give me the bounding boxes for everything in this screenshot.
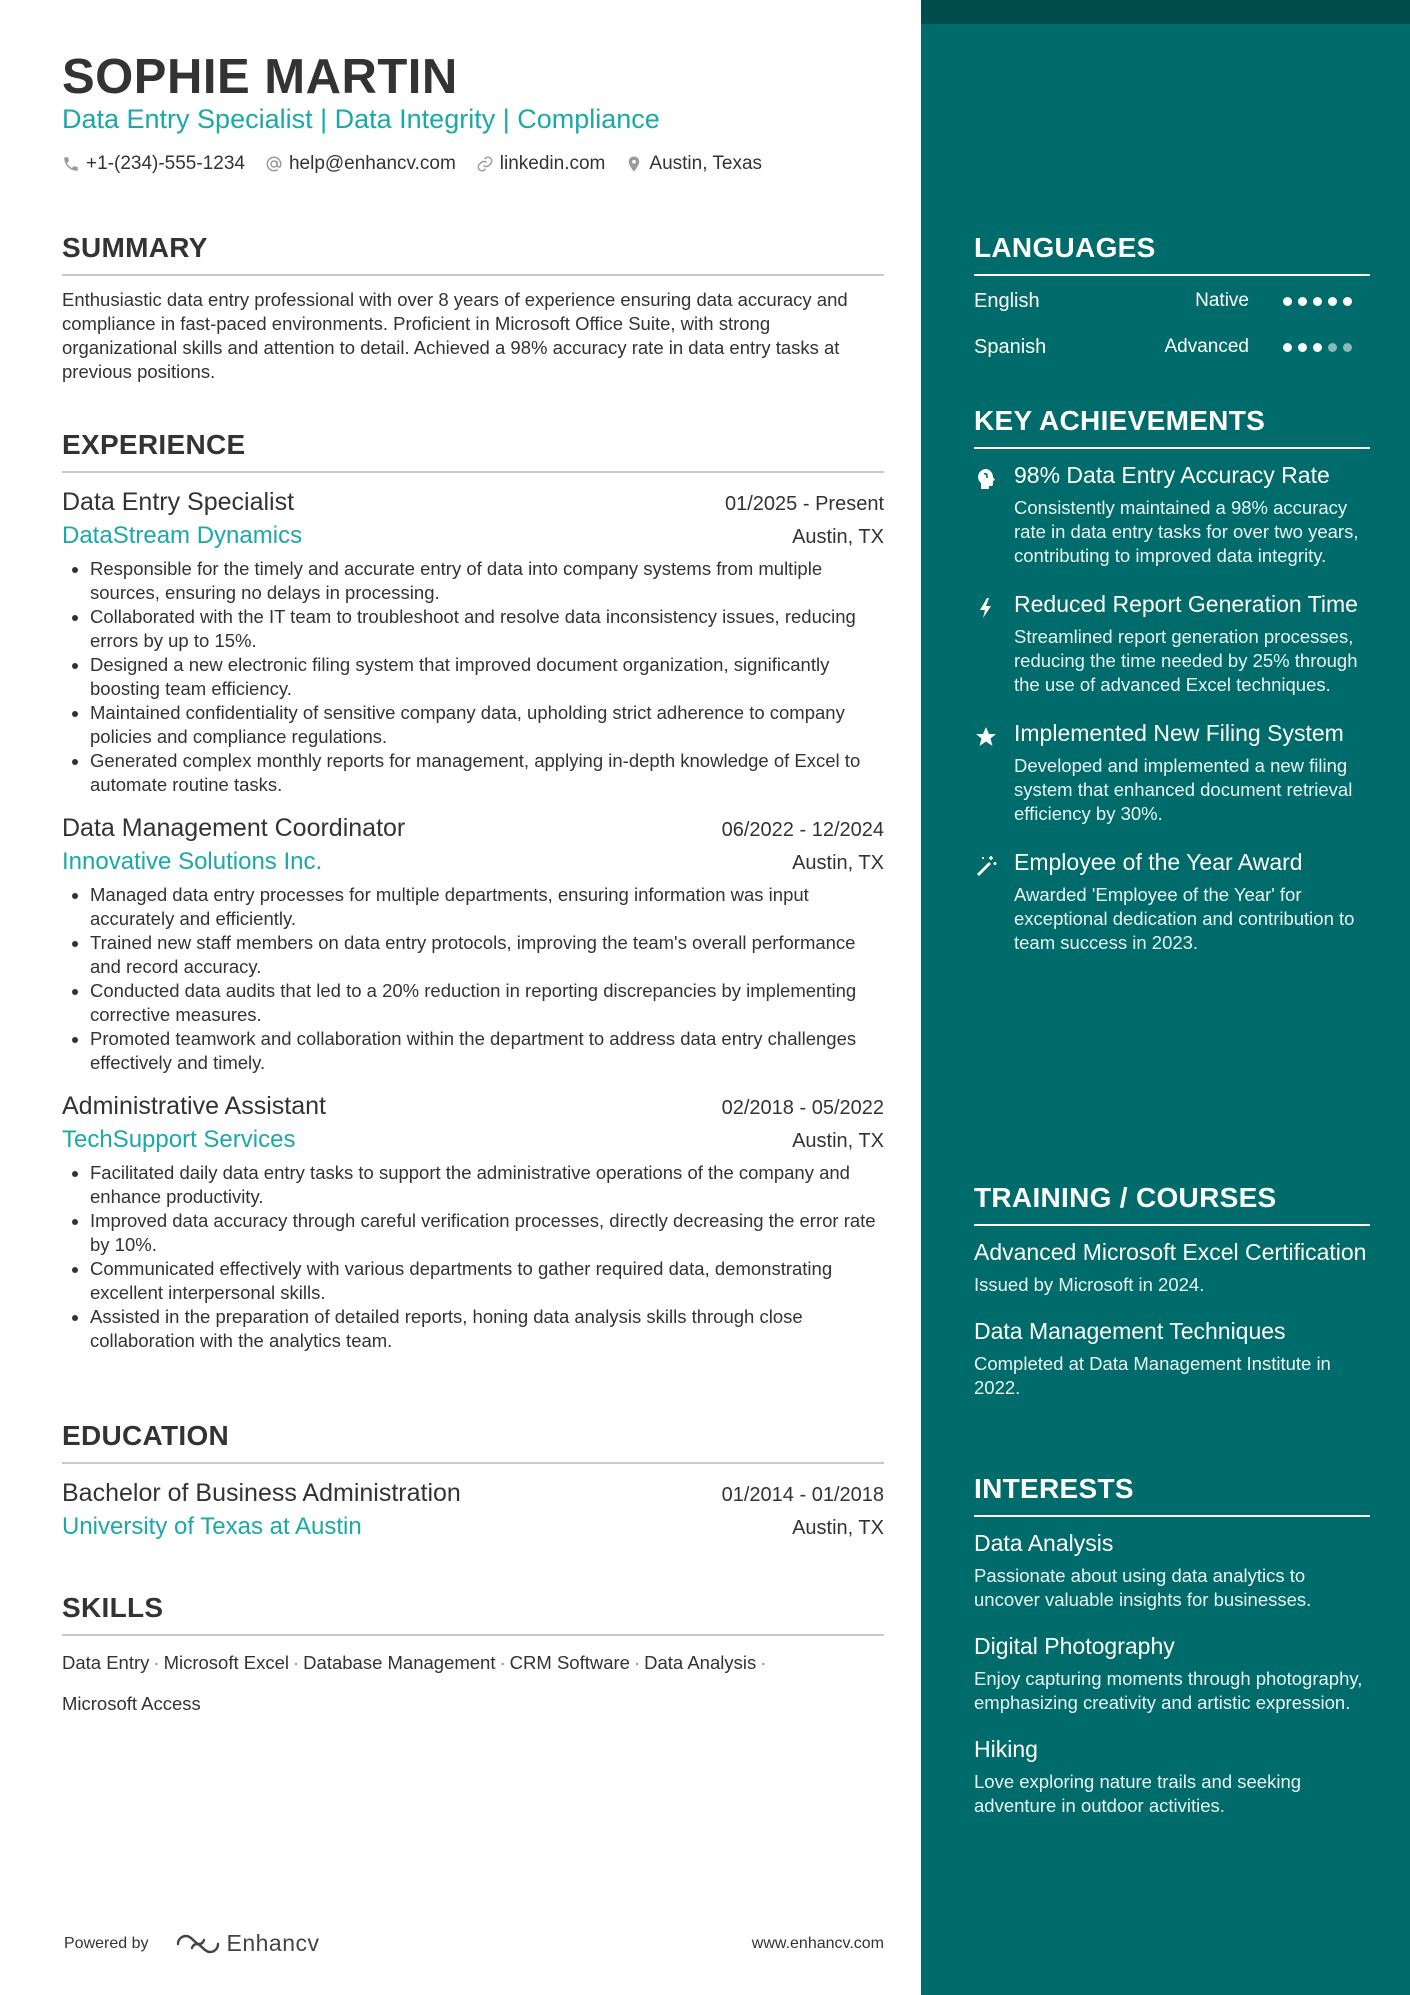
rating-dot-filled bbox=[1343, 297, 1352, 306]
job-company: TechSupport Services bbox=[62, 1126, 296, 1153]
course-description: Issued by Microsoft in 2024. bbox=[974, 1274, 1205, 1295]
course-item bbox=[974, 1238, 1370, 1297]
language-item bbox=[974, 278, 1370, 324]
skill-separator: · bbox=[293, 1652, 300, 1673]
job-role: Data Management Coordinator bbox=[62, 814, 406, 842]
job-role: Data Entry Specialist bbox=[62, 488, 295, 516]
course-title: Data Management Techniques bbox=[974, 1318, 1286, 1344]
rating-dot-filled bbox=[1313, 343, 1322, 352]
candidate-title: Data Entry Specialist | Data Integrity | Compliance bbox=[62, 104, 660, 134]
achievement-item bbox=[974, 590, 1370, 697]
language-rating bbox=[1283, 343, 1358, 352]
magic-wand-icon bbox=[974, 854, 998, 878]
website-link[interactable]: www.enhancv.com bbox=[751, 1934, 884, 1952]
contact-linkedin[interactable] bbox=[476, 152, 606, 176]
skill-item: CRM Software bbox=[509, 1652, 630, 1673]
rating-dot-empty bbox=[1328, 343, 1337, 352]
job-bullets bbox=[62, 1161, 884, 1353]
languages-heading: LANGUAGES bbox=[974, 230, 1370, 276]
languages-section bbox=[974, 230, 1370, 370]
rating-dot-filled bbox=[1328, 297, 1337, 306]
summary-heading: SUMMARY bbox=[62, 230, 884, 276]
rating-dot-filled bbox=[1283, 343, 1292, 352]
bullet-item: • Designed a new electronic filing system that improved document organization, significantly boosting team efficiency. bbox=[90, 653, 884, 701]
skill-item: Microsoft Access bbox=[62, 1693, 201, 1714]
education-dates: 01/2014 - 01/2018 bbox=[721, 1484, 884, 1506]
rating-dot-filled bbox=[1313, 297, 1322, 306]
training-section bbox=[974, 1180, 1370, 1420]
bullet-item: • Communicated effectively with various departments to gather required data, demonstrating excellent interpersonal skills. bbox=[90, 1257, 884, 1305]
job-location: Austin, TX bbox=[792, 526, 884, 548]
bullet-item: • Assisted in the preparation of detailed reports, honing data analysis skills through close collaboration with the analytics team. bbox=[90, 1305, 884, 1353]
achievement-item bbox=[974, 848, 1370, 955]
brand-name: Enhancv bbox=[226, 1930, 320, 1956]
interest-item bbox=[974, 1632, 1370, 1715]
rating-dot-filled bbox=[1298, 343, 1307, 352]
skill-item: Data Entry bbox=[62, 1652, 150, 1673]
language-item bbox=[974, 324, 1370, 370]
job-dates: 01/2025 - Present bbox=[725, 493, 884, 515]
experience-section bbox=[62, 427, 884, 1367]
education-school: University of Texas at Austin bbox=[62, 1513, 362, 1540]
job-dates: 02/2018 - 05/2022 bbox=[721, 1097, 884, 1119]
education-heading: EDUCATION bbox=[62, 1418, 884, 1464]
phone-icon bbox=[62, 155, 80, 173]
location-pin-icon bbox=[625, 155, 643, 173]
bullet-item: • Responsible for the timely and accurate entry of data into company systems from multiple sources, ensuring no delays in processing. bbox=[90, 557, 884, 605]
job-dates: 06/2022 - 12/2024 bbox=[721, 819, 884, 841]
job-company: DataStream Dynamics bbox=[62, 522, 303, 549]
skill-separator: · bbox=[633, 1652, 641, 1673]
email-text: help@enhancv.com bbox=[288, 153, 456, 174]
skills-section bbox=[62, 1590, 884, 1724]
skill-separator: · bbox=[153, 1652, 160, 1673]
summary-section bbox=[62, 230, 884, 384]
language-level: Advanced bbox=[1164, 336, 1249, 357]
bullet-item: • Promoted teamwork and collaboration within the department to address data entry challenges effectively and timely. bbox=[90, 1027, 884, 1075]
skill-item: Microsoft Excel bbox=[163, 1652, 289, 1673]
achievement-item bbox=[974, 719, 1370, 826]
interest-title: Digital Photography bbox=[974, 1633, 1175, 1659]
job-role: Administrative Assistant bbox=[62, 1092, 326, 1120]
link-icon bbox=[476, 155, 494, 173]
bullet-item: • Improved data accuracy through careful verification processes, directly decreasing the error rate by 10%. bbox=[90, 1209, 884, 1257]
interest-title: Hiking bbox=[974, 1736, 1038, 1762]
job-entry bbox=[62, 1089, 884, 1353]
interest-description: Love exploring nature trails and seeking adventure in outdoor activities. bbox=[974, 1771, 1302, 1816]
skill-separator: · bbox=[760, 1652, 767, 1673]
achievement-title: Implemented New Filing System bbox=[1014, 720, 1344, 746]
achievements-heading: KEY ACHIEVEMENTS bbox=[974, 403, 1370, 449]
contact-bar bbox=[62, 152, 782, 176]
education-location: Austin, TX bbox=[792, 1517, 884, 1539]
lightning-icon bbox=[974, 596, 998, 620]
powered-by-label: Powered by bbox=[64, 1934, 149, 1952]
bullet-item: • Generated complex monthly reports for management, applying in-depth knowledge of Excel to automate routine tasks. bbox=[90, 749, 884, 797]
education-section bbox=[62, 1418, 884, 1544]
linkedin-text: linkedin.com bbox=[499, 153, 606, 174]
language-name: English bbox=[974, 289, 1040, 312]
interest-title: Data Analysis bbox=[974, 1530, 1114, 1556]
job-location: Austin, TX bbox=[792, 1130, 884, 1152]
phone-text: +1-(234)-555-1234 bbox=[86, 153, 245, 174]
achievement-description: Awarded 'Employee of the Year' for exceptional dedication and contribution to team success in 2023. bbox=[1014, 884, 1355, 953]
language-name: Spanish bbox=[974, 335, 1047, 358]
rating-dot-filled bbox=[1298, 297, 1307, 306]
enhancv-logo-icon bbox=[175, 1931, 221, 1957]
skills-list bbox=[62, 1642, 884, 1724]
interest-item bbox=[974, 1529, 1370, 1612]
interests-heading: INTERESTS bbox=[974, 1471, 1370, 1517]
achievement-description: Consistently maintained a 98% accuracy rate in data entry tasks for over two years, contributing to improved data integrity. bbox=[1014, 497, 1359, 566]
skill-separator: · bbox=[499, 1652, 506, 1673]
rating-dot-filled bbox=[1283, 297, 1292, 306]
interest-description: Enjoy capturing moments through photography, emphasizing creativity and artistic expression. bbox=[974, 1668, 1363, 1713]
bullet-item: • Maintained confidentiality of sensitive company data, upholding strict adherence to company policies and compliance regulations. bbox=[90, 701, 884, 749]
skill-item: Database Management bbox=[303, 1652, 496, 1673]
experience-heading: EXPERIENCE bbox=[62, 427, 884, 473]
job-entry bbox=[62, 485, 884, 797]
sidebar bbox=[921, 0, 1410, 1995]
footer bbox=[64, 1930, 884, 1957]
contact-location bbox=[625, 152, 762, 176]
interest-item bbox=[974, 1735, 1370, 1818]
interests-section bbox=[974, 1471, 1370, 1838]
summary-text: Enthusiastic data entry professional with over 8 years of experience ensuring data accuracy and compliance in fast-paced environments. Proficient in Microsoft Office Suite, with strong organizational skills and attention to detail. Achieved a 98% accuracy rate in data entry tasks at previous positions. bbox=[62, 289, 848, 382]
job-bullets bbox=[62, 557, 884, 797]
training-heading: TRAINING / COURSES bbox=[974, 1180, 1370, 1226]
education-degree: Bachelor of Business Administration bbox=[62, 1479, 461, 1507]
location-text: Austin, Texas bbox=[649, 153, 763, 174]
star-icon bbox=[974, 725, 998, 749]
achievement-title: Reduced Report Generation Time bbox=[1014, 591, 1358, 617]
achievement-description: Streamlined report generation processes, reducing the time needed by 25% through the use of advanced Excel techniques. bbox=[1014, 626, 1358, 695]
bullet-item: • Managed data entry processes for multiple departments, ensuring information was input accurately and efficiently. bbox=[90, 883, 884, 931]
achievement-title: Employee of the Year Award bbox=[1014, 849, 1303, 875]
achievement-item bbox=[974, 461, 1370, 568]
skills-heading: SKILLS bbox=[62, 1590, 884, 1636]
candidate-name: SOPHIE MARTIN bbox=[62, 50, 458, 104]
contact-phone[interactable] bbox=[62, 152, 245, 176]
achievements-section bbox=[974, 403, 1370, 977]
bullet-item: • Facilitated daily data entry tasks to support the administrative operations of the company and enhance productivity. bbox=[90, 1161, 884, 1209]
bullet-item: • Trained new staff members on data entry protocols, improving the team's overall performance and record accuracy. bbox=[90, 931, 884, 979]
job-location: Austin, TX bbox=[792, 852, 884, 874]
brain-icon bbox=[974, 467, 998, 491]
course-description: Completed at Data Management Institute in 2022. bbox=[974, 1353, 1331, 1398]
job-entry bbox=[62, 811, 884, 1075]
bullet-item: • Collaborated with the IT team to troubleshoot and resolve data inconsistency issues, reducing errors by up to 15%. bbox=[90, 605, 884, 653]
contact-email[interactable] bbox=[265, 152, 456, 176]
language-level: Native bbox=[1195, 290, 1249, 311]
bullet-item: • Conducted data audits that led to a 20% reduction in reporting discrepancies by implementing corrective measures. bbox=[90, 979, 884, 1027]
skill-item: Data Analysis bbox=[644, 1652, 757, 1673]
rating-dot-empty bbox=[1343, 343, 1352, 352]
course-title: Advanced Microsoft Excel Certification bbox=[974, 1239, 1367, 1265]
job-bullets bbox=[62, 883, 884, 1075]
interest-description: Passionate about using data analytics to uncover valuable insights for businesses. bbox=[974, 1565, 1312, 1610]
job-company: Innovative Solutions Inc. bbox=[62, 848, 323, 875]
course-item bbox=[974, 1317, 1370, 1400]
achievement-title: 98% Data Entry Accuracy Rate bbox=[1014, 462, 1330, 488]
achievement-description: Developed and implemented a new filing system that enhanced document retrieval efficiency by 30%. bbox=[1014, 755, 1353, 824]
sidebar-top-bar bbox=[921, 0, 1410, 24]
at-icon bbox=[265, 155, 283, 173]
language-rating bbox=[1283, 297, 1358, 306]
